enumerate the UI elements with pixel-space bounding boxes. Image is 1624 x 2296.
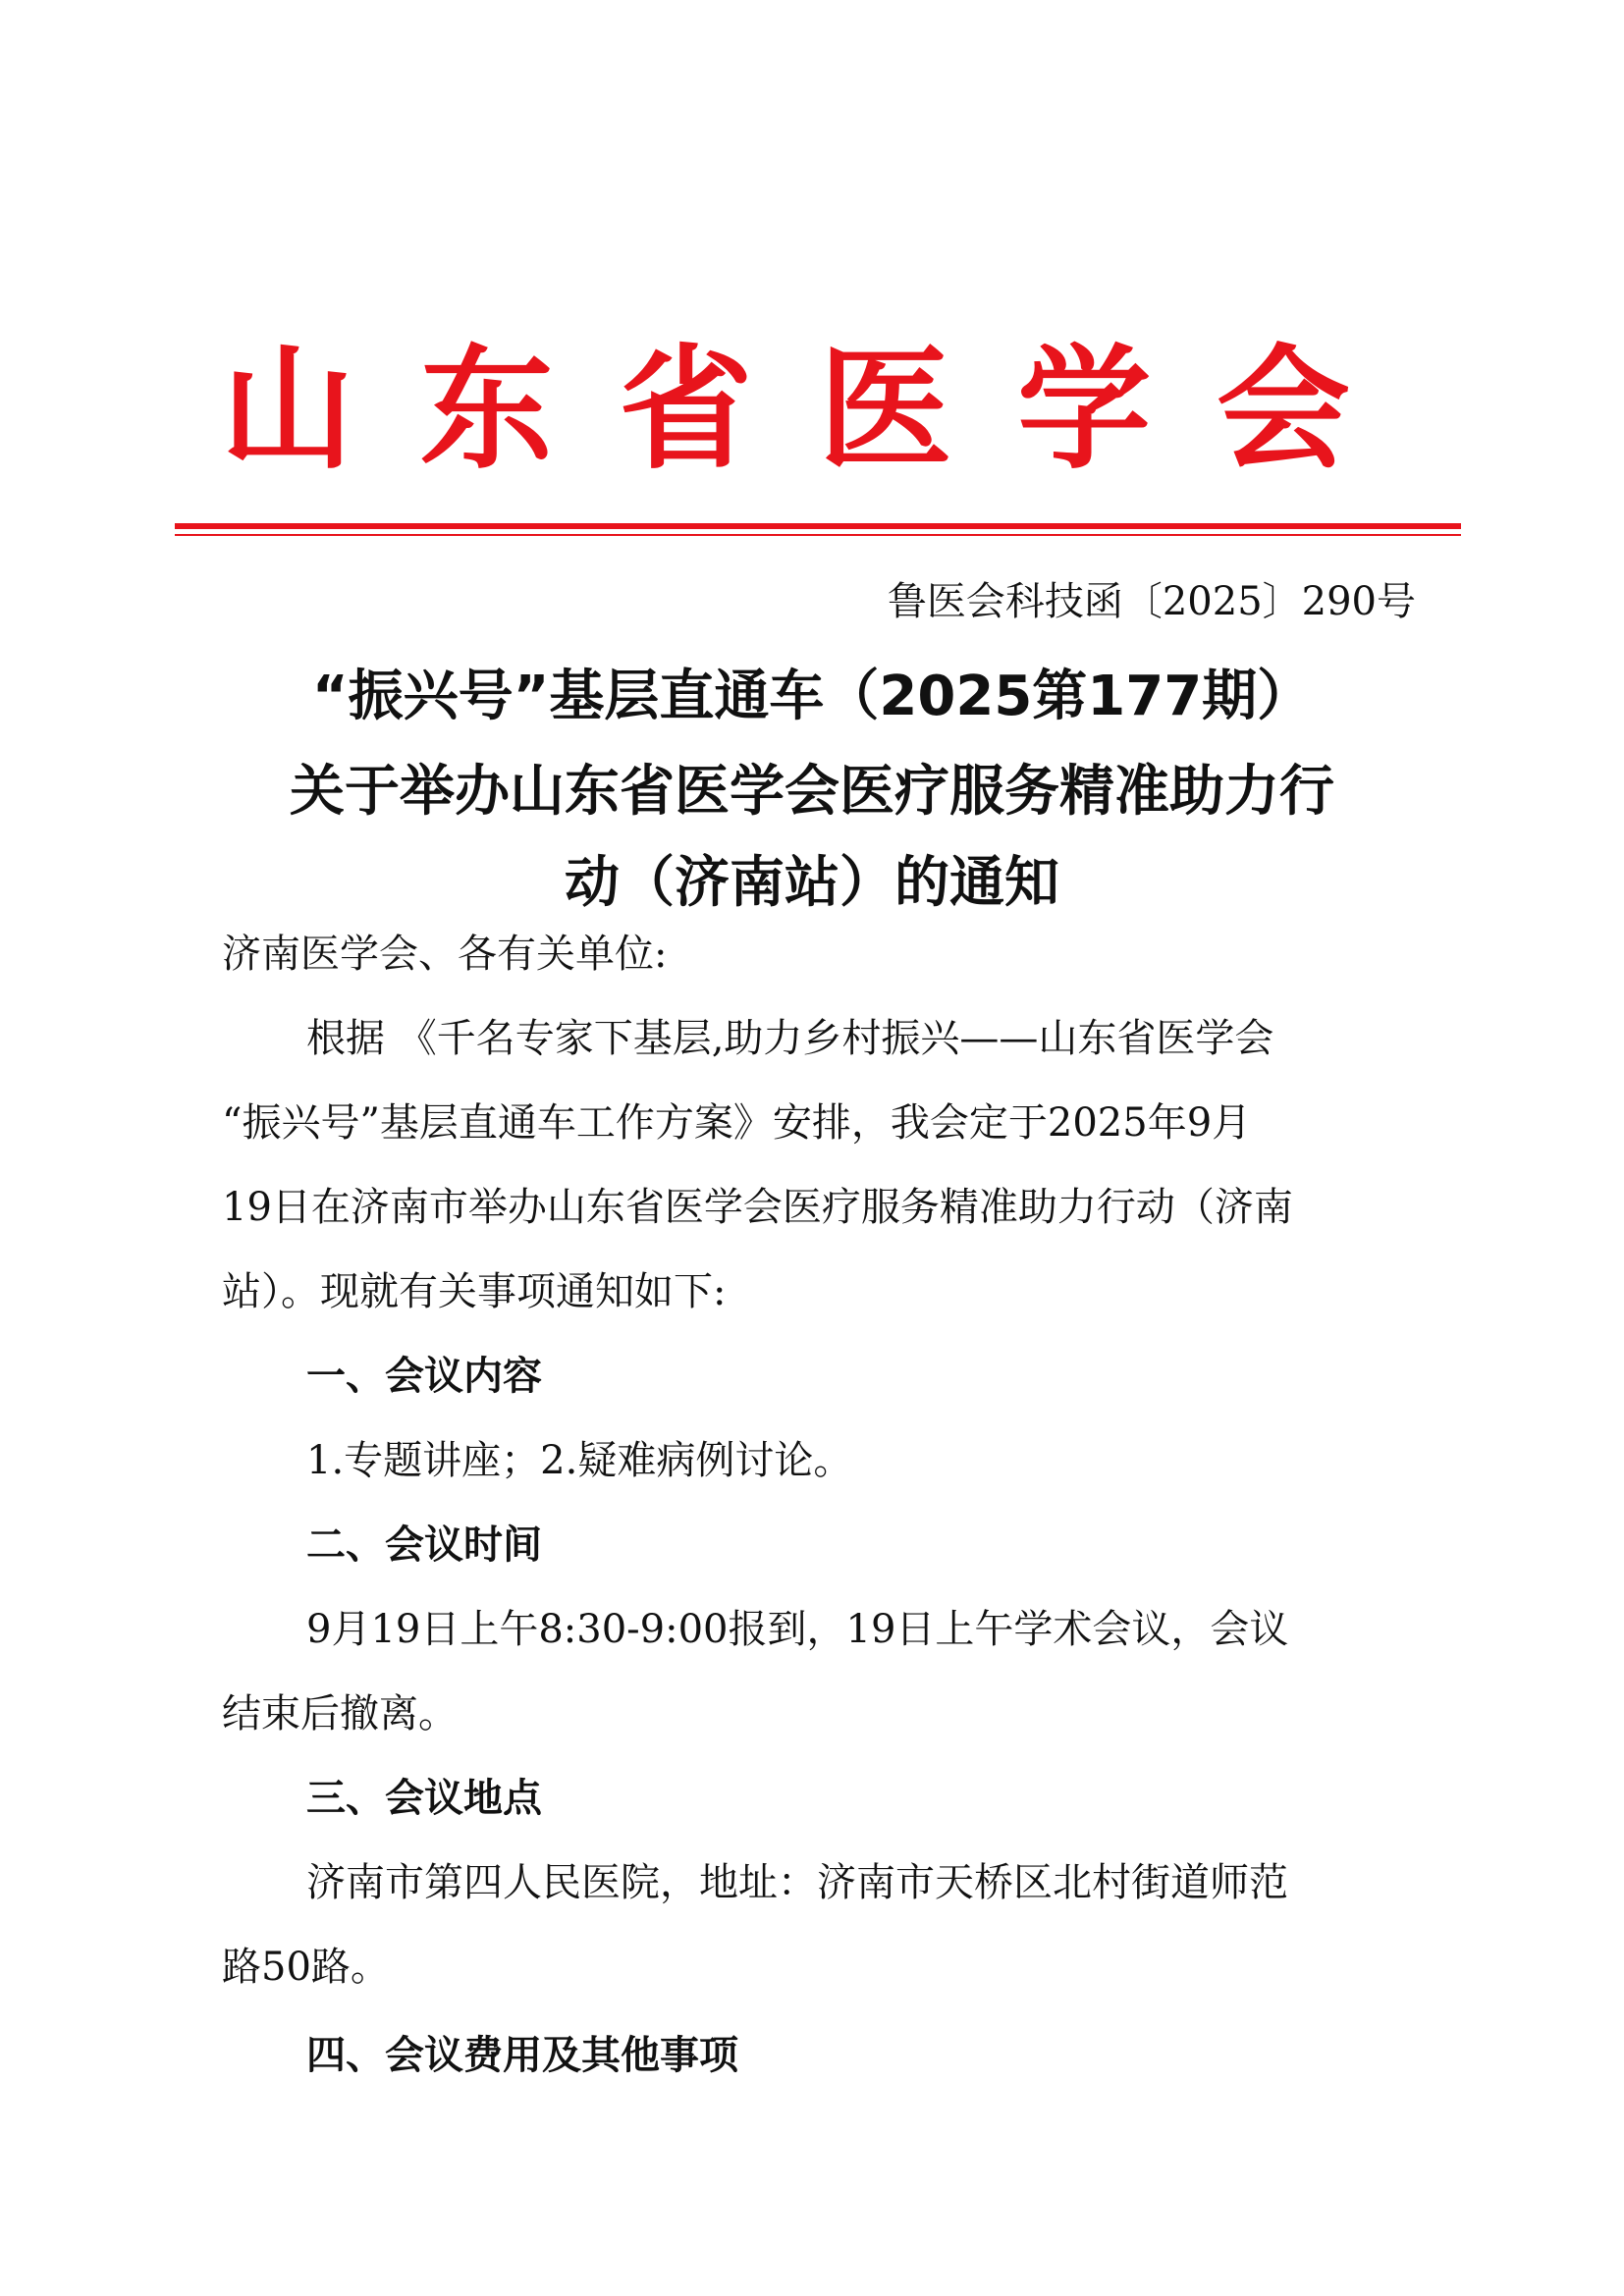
intro-line: 根据 《千名专家下基层,助力乡村振兴——山东省医学会: [306, 1016, 1274, 1061]
masthead-divider-thick: [175, 523, 1461, 529]
masthead: [221, 326, 1350, 493]
masthead-char: 东: [419, 331, 554, 488]
intro-line: 站）。现就有关事项通知如下:: [222, 1269, 727, 1314]
section-line: 结束后撤离。: [222, 1691, 458, 1736]
masthead-char: 山: [221, 331, 354, 488]
masthead-divider-thin: [175, 534, 1461, 536]
section-line: 9月19日上午8:30-9:00报到，19日上午学术会议，会议: [306, 1607, 1289, 1652]
intro-line: “振兴号”基层直通车工作方案》安排，我会定于2025年9月: [222, 1100, 1252, 1146]
intro-line: 19日在济南市举办山东省医学会医疗服务精准助力行动（济南: [222, 1185, 1293, 1230]
masthead-char: 医: [818, 331, 952, 488]
section-heading: 二、会议时间: [306, 1522, 542, 1568]
section-heading: 一、会议内容: [306, 1354, 542, 1399]
section-line: 1.专题讲座；2.疑难病例讨论。: [306, 1438, 853, 1483]
masthead-char: 会: [1216, 331, 1350, 488]
document-number: 鲁医会科技函〔2025〕290号: [887, 579, 1416, 624]
section-heading: 三、会议地点: [306, 1776, 542, 1821]
section-heading: 四、会议费用及其他事项: [306, 2033, 738, 2078]
masthead-char: 省: [619, 331, 753, 488]
addressee: 济南医学会、各有关单位:: [222, 932, 668, 977]
title-line-3: 动（济南站）的通知: [565, 851, 1059, 915]
section-line: 路50路。: [222, 1945, 390, 1990]
title-line-1: “振兴号”基层直通车（2025第177期）: [311, 665, 1313, 728]
section-line: 济南市第四人民医院，地址：济南市天桥区北村街道师范: [306, 1860, 1288, 1905]
title-line-2: 关于举办山东省医学会医疗服务精准助力行: [290, 760, 1334, 824]
masthead-char: 学: [1017, 331, 1152, 488]
